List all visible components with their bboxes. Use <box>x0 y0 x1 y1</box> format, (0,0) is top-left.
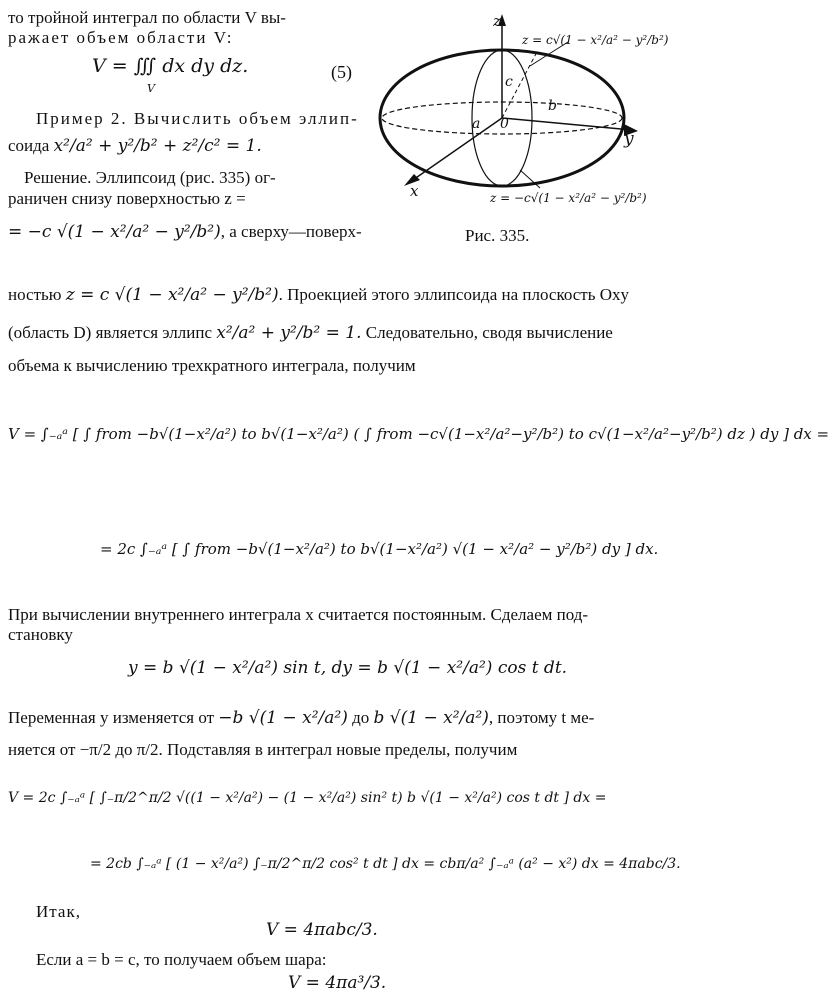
triple-integral-equation: V = ∫₋ₐᵃ [ ∫ from −b√(1−x²/a²) to b√(1−x²/a²) ( ∫ from −c√(1−x²/a²−y²/b²) to c√(1−x²/a²−y²/b²) dz ) dy ] dx = <box>8 425 829 443</box>
solution-text: . Проекцией этого эллипсоида на плоскость Oxy <box>278 285 630 304</box>
z-axis-label: z <box>493 12 501 30</box>
solution-line-4 <box>8 285 629 305</box>
point-a-label: a <box>472 116 481 132</box>
double-integral-equation: = 2c ∫₋ₐᵃ [ ∫ from −b√(1−x²/a²) to b√(1−x²/a²) √(1 − x²/a² − y²/b²) dy ] dx. <box>100 540 659 558</box>
text-line-1: то тройной интеграл по области V вы- <box>8 8 286 27</box>
sphere-volume: V = 4πa³/3. <box>288 973 387 993</box>
text-line-2: ражает объем области V: <box>8 28 234 47</box>
origin-label: 0 <box>500 116 509 132</box>
figure-caption: Рис. 335. <box>465 226 530 245</box>
paragraph-3-line-1 <box>8 708 594 728</box>
ellipsoid-equation: x²/a² + y²/b² + z²/c² = 1. <box>53 136 262 156</box>
paragraph-text: до <box>352 708 370 727</box>
paragraph-3-line-2: няется от −π/2 до π/2. Подставляя в интеграл новые пределы, получим <box>8 740 518 759</box>
upper-limit-eq: b √(1 − x²/a²) <box>373 708 489 728</box>
solution-text: Следовательно, сводя вычисление <box>365 323 613 342</box>
point-b-label: b <box>548 98 557 114</box>
result-volume: V = 4πabc/3. <box>266 920 378 940</box>
lower-surface-label: z = −c√(1 − x²/a² − y²/b²) <box>490 191 647 205</box>
sphere-condition: Если a = b = c, то получаем объем шара: <box>36 950 327 969</box>
paragraph-text: , поэтому t ме- <box>488 708 595 727</box>
lower-surface-eq: = −c √(1 − x²/a² − y²/b²) <box>8 222 221 242</box>
x-axis-label: x <box>410 182 419 200</box>
paragraph-2-line-2: становку <box>8 625 73 644</box>
lower-limit-eq: −b √(1 − x²/a²) <box>218 708 348 728</box>
paragraph-text: Переменная y изменяется от <box>8 708 215 727</box>
substituted-integral-equation: V = 2c ∫₋ₐᵃ [ ∫₋π/2^π/2 √((1 − x²/a²) − (1 − x²/a²) sin² t) b √(1 − x²/a²) cos t dt ] dx = <box>8 790 607 806</box>
conclusion-word: Итак, <box>36 902 81 921</box>
equation-5-domain: V <box>147 82 155 95</box>
solution-text: , а сверху—поверх- <box>220 222 362 241</box>
upper-surface-label: z = c√(1 − x²/a² − y²/b²) <box>522 33 669 47</box>
equation-5: V = ∭ dx dy dz. <box>92 55 249 77</box>
solution-line-1: Решение. Эллипсоид (рис. 335) ог- <box>24 168 276 187</box>
example-text: соида <box>8 136 50 155</box>
solution-line-2: раничен снизу поверхностью z = <box>8 189 246 208</box>
solution-text: ностью <box>8 285 62 304</box>
ellipse-equation: x²/a² + y²/b² = 1. <box>216 323 362 343</box>
evaluated-integral-equation: = 2cb ∫₋ₐᵃ [ (1 − x²/a²) ∫₋π/2^π/2 cos² t dt ] dx = cbπ/a² ∫₋ₐᵃ (a² − x²) dx = 4πabc/3. <box>90 856 681 872</box>
solution-line-6: объема к вычислению трехкратного интеграла, получим <box>8 356 416 375</box>
upper-surface-eq: z = c √(1 − x²/a² − y²/b²) <box>65 285 279 305</box>
substitution-equation: y = b √(1 − x²/a²) sin t, dy = b √(1 − x²/a²) cos t dt. <box>128 658 568 678</box>
example-line-2 <box>8 136 262 156</box>
ellipsoid-figure <box>370 6 669 250</box>
solution-line-3 <box>8 222 362 242</box>
solution-text: (область D) является эллипс <box>8 323 212 342</box>
solution-line-5 <box>8 323 613 343</box>
paragraph-2-line-1: При вычислении внутреннего интеграла x считается постоянным. Сделаем под- <box>8 605 589 624</box>
point-c-label: c <box>505 74 513 90</box>
y-axis-label: y <box>624 129 634 149</box>
example-title: Пример 2. Вычислить объем эллип- <box>36 109 359 128</box>
equation-number-5: (5) <box>331 62 352 82</box>
